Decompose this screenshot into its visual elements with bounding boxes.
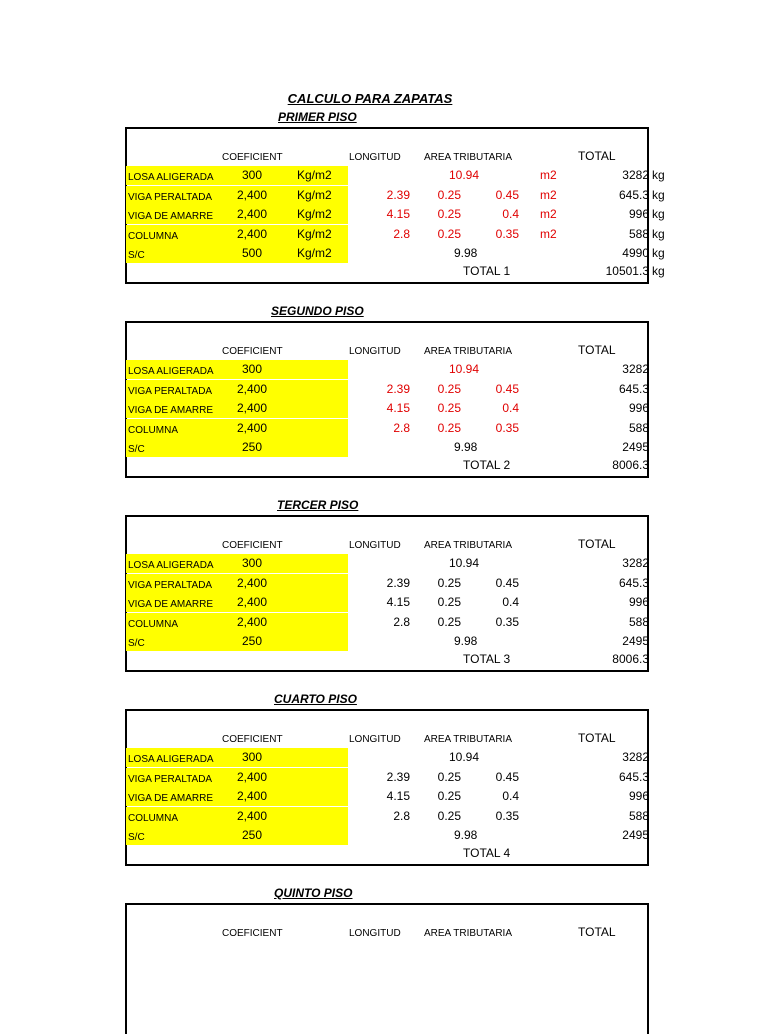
area-tributaria-value: 9.98: [454, 634, 478, 648]
row-label: VIGA DE AMARRE: [128, 793, 214, 804]
area-width-value: 0.25: [437, 595, 461, 609]
table-row: [0, 632, 768, 651]
section-title: SEGUNDO PISO: [271, 304, 364, 318]
col-header-coeficient: COEFICIENT: [222, 734, 283, 745]
area-width-value: 0.25: [437, 769, 461, 784]
row-label: VIGA DE AMARRE: [128, 211, 214, 222]
table-row: [0, 166, 768, 185]
col-header-longitud: LONGITUD: [349, 540, 401, 551]
row-total-unit: kg: [652, 246, 665, 260]
row-label: COLUMNA: [128, 618, 179, 630]
section-total-value: 10501.3: [605, 263, 649, 278]
section-total-row: [0, 262, 768, 281]
row-label: VIGA DE AMARRE: [128, 599, 214, 610]
longitud-value: 2.8: [393, 614, 410, 629]
row-label: LOSA ALIGERADA: [128, 366, 214, 377]
longitud-value: 4.15: [386, 595, 410, 609]
row-label: VIGA PERALTADA: [128, 191, 213, 203]
area-width-value: 0.25: [437, 381, 461, 396]
area-tributaria-value: 9.98: [454, 828, 478, 842]
coefficient-value: 2,400: [236, 575, 268, 590]
table-row: [0, 438, 768, 457]
row-total-value: 2495: [622, 440, 649, 454]
col-header-longitud: LONGITUD: [349, 346, 401, 357]
coefficient-value: 2,400: [236, 789, 268, 803]
col-header-area-tributaria: AREA TRIBUTARIA: [424, 346, 512, 357]
coefficient-value: 500: [241, 246, 263, 260]
col-header-total: TOTAL: [578, 537, 616, 551]
section-box: [125, 903, 649, 1034]
table-row: [0, 419, 768, 438]
table-row: [0, 768, 768, 787]
area-depth-value: 0.45: [495, 575, 519, 590]
section-total-value: 8006.3: [612, 457, 649, 472]
col-header-coeficient: COEFICIENT: [222, 152, 283, 163]
table-row: [0, 554, 768, 573]
row-label: VIGA PERALTADA: [128, 579, 213, 591]
coefficient-unit: Kg/m2: [297, 207, 332, 221]
area-tributaria-value: 10.94: [449, 362, 480, 376]
col-header-longitud: LONGITUD: [349, 152, 401, 163]
row-label: VIGA PERALTADA: [128, 385, 213, 397]
row-label: COLUMNA: [128, 424, 179, 436]
row-total-unit: kg: [652, 207, 665, 221]
area-width-value: 0.25: [437, 401, 461, 415]
col-header-total: TOTAL: [578, 343, 616, 357]
table-row: [0, 613, 768, 632]
coefficient-value: 2,400: [236, 226, 268, 241]
area-depth-value: 0.4: [502, 789, 519, 803]
col-header-coeficient: COEFICIENT: [222, 928, 283, 939]
longitud-value: 4.15: [386, 401, 410, 415]
coefficient-value: 300: [241, 362, 263, 376]
area-depth-value: 0.4: [502, 207, 519, 221]
section-total-unit: kg: [652, 263, 665, 278]
longitud-value: 4.15: [386, 207, 410, 221]
area-depth-value: 0.4: [502, 595, 519, 609]
row-label: VIGA DE AMARRE: [128, 405, 214, 416]
table-row: [0, 244, 768, 263]
table-row: [0, 360, 768, 379]
coefficient-value: 300: [241, 556, 263, 570]
table-row: [0, 205, 768, 224]
section-total-label: TOTAL 1: [463, 263, 511, 278]
section-total-label: TOTAL 2: [463, 457, 511, 472]
section-total-row: [0, 650, 768, 669]
row-label: S/C: [128, 444, 145, 455]
row-label: S/C: [128, 832, 145, 843]
coefficient-value: 2,400: [236, 420, 268, 435]
col-header-area-tributaria: AREA TRIBUTARIA: [424, 734, 512, 745]
row-total-value: 645.3: [618, 575, 649, 590]
table-row: [0, 225, 768, 244]
area-unit: m2: [540, 187, 557, 202]
row-total-value: 645.3: [618, 769, 649, 784]
row-total-value: 645.3: [618, 381, 649, 396]
area-depth-value: 0.45: [495, 187, 519, 202]
area-depth-value: 0.45: [495, 381, 519, 396]
row-label: COLUMNA: [128, 812, 179, 824]
coefficient-value: 300: [241, 168, 263, 182]
section-title: QUINTO PISO: [274, 886, 353, 900]
col-header-coeficient: COEFICIENT: [222, 540, 283, 551]
area-unit: m2: [540, 207, 557, 221]
row-total-value: 2495: [622, 634, 649, 648]
area-tributaria-value: 9.98: [454, 246, 478, 260]
coefficient-value: 2,400: [236, 769, 268, 784]
row-total-value: 2495: [622, 828, 649, 842]
col-header-area-tributaria: AREA TRIBUTARIA: [424, 928, 512, 939]
table-row: [0, 186, 768, 205]
row-total-value: 3282: [622, 750, 649, 764]
coefficient-value: 2,400: [236, 595, 268, 609]
row-label: VIGA PERALTADA: [128, 773, 213, 785]
coefficient-value: 2,400: [236, 401, 268, 415]
area-depth-value: 0.35: [495, 420, 519, 435]
table-row: [0, 399, 768, 418]
row-total-value: 3282: [622, 168, 649, 182]
section-total-label: TOTAL 4: [463, 845, 511, 860]
table-row: [0, 826, 768, 845]
area-depth-value: 0.35: [495, 226, 519, 241]
row-label: LOSA ALIGERADA: [128, 560, 214, 571]
area-depth-value: 0.35: [495, 808, 519, 823]
section-total-label: TOTAL 3: [463, 651, 511, 666]
row-total-value: 588: [628, 808, 649, 823]
coefficient-value: 2,400: [236, 614, 268, 629]
table-row: [0, 593, 768, 612]
col-header-area-tributaria: AREA TRIBUTARIA: [424, 152, 512, 163]
area-width-value: 0.25: [437, 187, 461, 202]
row-total-value: 3282: [622, 556, 649, 570]
row-total-value: 588: [628, 420, 649, 435]
area-tributaria-value: 9.98: [454, 440, 478, 454]
coefficient-value: 250: [241, 634, 263, 648]
document-title: CALCULO PARA ZAPATAS: [287, 91, 453, 106]
coefficient-value: 2,400: [236, 207, 268, 221]
section-title: PRIMER PISO: [278, 110, 357, 124]
longitud-value: 4.15: [386, 789, 410, 803]
coefficient-unit: Kg/m2: [297, 168, 332, 182]
coefficient-value: 2,400: [236, 187, 268, 202]
col-header-total: TOTAL: [578, 925, 616, 939]
row-label: LOSA ALIGERADA: [128, 172, 214, 183]
area-unit: m2: [540, 168, 557, 182]
row-total-value: 588: [628, 226, 649, 241]
area-width-value: 0.25: [437, 808, 461, 823]
area-width-value: 0.25: [437, 575, 461, 590]
col-header-longitud: LONGITUD: [349, 928, 401, 939]
longitud-value: 2.8: [393, 808, 410, 823]
coefficient-unit: Kg/m2: [297, 246, 332, 260]
row-label: S/C: [128, 250, 145, 261]
coefficient-unit: Kg/m2: [297, 226, 332, 241]
col-header-area-tributaria: AREA TRIBUTARIA: [424, 540, 512, 551]
row-total-value: 4990: [622, 246, 649, 260]
area-width-value: 0.25: [437, 789, 461, 803]
col-header-longitud: LONGITUD: [349, 734, 401, 745]
row-total-unit: kg: [652, 168, 665, 182]
row-total-unit: kg: [652, 226, 665, 241]
area-tributaria-value: 10.94: [449, 750, 480, 764]
coefficient-value: 2,400: [236, 381, 268, 396]
table-row: [0, 787, 768, 806]
area-width-value: 0.25: [437, 207, 461, 221]
longitud-value: 2.8: [393, 420, 410, 435]
coefficient-value: 300: [241, 750, 263, 764]
table-row: [0, 574, 768, 593]
col-header-coeficient: COEFICIENT: [222, 346, 283, 357]
row-total-value: 645.3: [618, 187, 649, 202]
section-title: CUARTO PISO: [274, 692, 357, 706]
area-depth-value: 0.4: [502, 401, 519, 415]
area-unit: m2: [540, 226, 557, 241]
section-total-row: [0, 844, 768, 863]
area-tributaria-value: 10.94: [449, 168, 480, 182]
section-total-row: [0, 456, 768, 475]
row-label: COLUMNA: [128, 230, 179, 242]
area-depth-value: 0.45: [495, 769, 519, 784]
area-depth-value: 0.35: [495, 614, 519, 629]
row-total-value: 996: [628, 595, 649, 609]
longitud-value: 2.39: [386, 187, 410, 202]
section-total-value: 8006.3: [612, 651, 649, 666]
coefficient-value: 250: [241, 828, 263, 842]
row-total-unit: kg: [652, 187, 665, 202]
area-tributaria-value: 10.94: [449, 556, 480, 570]
table-row: [0, 380, 768, 399]
row-total-value: 588: [628, 614, 649, 629]
row-label: LOSA ALIGERADA: [128, 754, 214, 765]
coefficient-unit: Kg/m2: [297, 187, 332, 202]
longitud-value: 2.39: [386, 575, 410, 590]
longitud-value: 2.39: [386, 381, 410, 396]
longitud-value: 2.39: [386, 769, 410, 784]
coefficient-value: 2,400: [236, 808, 268, 823]
row-total-value: 996: [628, 207, 649, 221]
row-total-value: 3282: [622, 362, 649, 376]
longitud-value: 2.8: [393, 226, 410, 241]
section-title: TERCER PISO: [277, 498, 359, 512]
col-header-total: TOTAL: [578, 731, 616, 745]
coefficient-value: 250: [241, 440, 263, 454]
table-row: [0, 807, 768, 826]
area-width-value: 0.25: [437, 226, 461, 241]
row-label: S/C: [128, 638, 145, 649]
row-total-value: 996: [628, 401, 649, 415]
row-total-value: 996: [628, 789, 649, 803]
area-width-value: 0.25: [437, 614, 461, 629]
area-width-value: 0.25: [437, 420, 461, 435]
col-header-total: TOTAL: [578, 149, 616, 163]
table-row: [0, 748, 768, 767]
